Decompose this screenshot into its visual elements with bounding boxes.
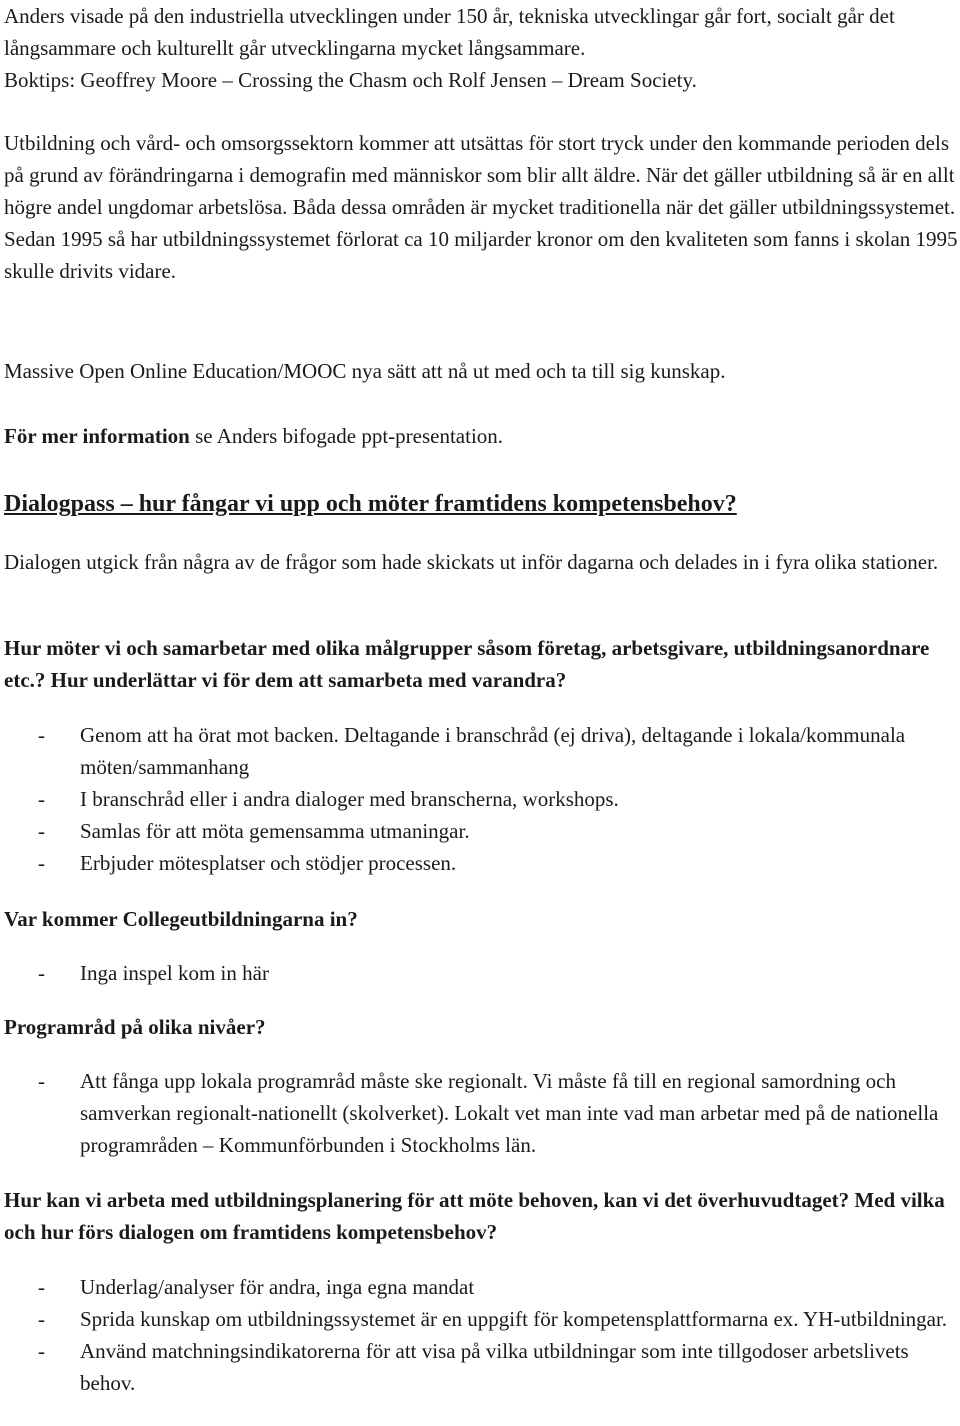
question-heading-4: Hur kan vi arbeta med utbildningsplanering för att möte behoven, kan vi det överhuvudtaget? Med vilka och hur förs dialogen om framtidens kompetensbehov? xyxy=(4,1188,945,1244)
more-info-text: se Anders bifogade ppt-presentation. xyxy=(189,424,504,448)
list-item xyxy=(0,1303,956,1335)
list-item xyxy=(0,1065,956,1161)
list-item-text: Samlas för att möta gemensamma utmaningar. xyxy=(80,819,470,843)
list-item xyxy=(0,783,956,815)
education-paragraph: Utbildning och vård- och omsorgssektorn kommer att utsättas för stort tryck under den kommande perioden dels på grund av förändringarna i demografin med människor som blir allt äldre. När det gäller utbildning så är en allt högre andel ungdomar arbetslösa. Båda dessa områden är mycket traditionella när det gäller utbildningssystemet. Sedan 1995 så har utbildningssystemet förlorat ca 10 miljarder kronor om den kvaliteten som fanns i skolan 1995 skulle drivits vidare. xyxy=(4,131,958,283)
dash-bullet: - xyxy=(38,851,45,875)
question-heading-3: Programråd på olika nivåer? xyxy=(4,1015,266,1039)
list-item xyxy=(0,847,956,879)
list-item xyxy=(0,957,956,989)
more-info-paragraph xyxy=(0,420,960,452)
dialogpass-heading: Dialogpass – hur fångar vi upp och möter framtidens kompetensbehov? xyxy=(4,491,737,517)
list-item xyxy=(0,1271,956,1303)
list-item-text: Genom att ha örat mot backen. Deltagande i branschråd (ej driva), deltagande i lokala/kommunala möten/sammanhang xyxy=(80,723,906,779)
dash-bullet: - xyxy=(38,1069,45,1093)
question-1-list xyxy=(0,719,956,879)
list-item-text: Inga inspel kom in här xyxy=(80,961,269,985)
list-item-text: Sprida kunskap om utbildningssystemet är en uppgift för kompetensplattformarna ex. YH-utbildningar. xyxy=(80,1307,948,1331)
mooc-paragraph: Massive Open Online Education/MOOC nya sätt att nå ut med och ta till sig kunskap. xyxy=(4,359,726,383)
intro-paragraph-1: Anders visade på den industriella utvecklingen under 150 år, tekniska utvecklingar går fort, socialt går det långsammare och kulturellt går utvecklingarna mycket långsammare. xyxy=(4,4,895,60)
list-item-text: I branschråd eller i andra dialoger med branscherna, workshops. xyxy=(80,787,619,811)
dash-bullet: - xyxy=(38,1307,45,1331)
intro-paragraph-2: Boktips: Geoffrey Moore – Crossing the Chasm och Rolf Jensen – Dream Society. xyxy=(4,68,697,92)
dash-bullet: - xyxy=(38,723,45,747)
list-item xyxy=(0,815,956,847)
dash-bullet: - xyxy=(38,1275,45,1299)
dash-bullet: - xyxy=(38,961,45,985)
list-item-text: Använd matchningsindikatorerna för att visa på vilka utbildningar som inte tillgodoser arbetslivets behov. xyxy=(80,1339,909,1395)
question-3-list xyxy=(0,1065,956,1161)
more-info-label: För mer information xyxy=(4,424,190,448)
list-item xyxy=(0,719,956,783)
list-item-text: Att fånga upp lokala programråd måste ske regionalt. Vi måste få till en regional samordning och samverkan regionalt-nationellt (skolverket). Lokalt vet man inte vad man arbetar med på de nationella programråden – Kommunförbunden i Stockholms län. xyxy=(80,1069,939,1157)
question-2-list xyxy=(0,957,956,989)
dash-bullet: - xyxy=(38,819,45,843)
question-heading-1: Hur möter vi och samarbetar med olika målgrupper såsom företag, arbetsgivare, utbildningsanordnare etc.? Hur underlättar vi för dem att samarbeta med varandra? xyxy=(4,636,930,692)
list-item-text: Erbjuder mötesplatser och stödjer processen. xyxy=(80,851,457,875)
question-heading-2: Var kommer Collegeutbildningarna in? xyxy=(4,907,358,931)
list-item xyxy=(0,1335,956,1399)
question-4-list xyxy=(0,1271,956,1399)
dash-bullet: - xyxy=(38,1339,45,1363)
dialog-intro-paragraph: Dialogen utgick från några av de frågor som hade skickats ut inför dagarna och delades in i fyra olika stationer. xyxy=(4,550,939,574)
dash-bullet: - xyxy=(38,787,45,811)
list-item-text: Underlag/analyser för andra, inga egna mandat xyxy=(80,1275,475,1299)
